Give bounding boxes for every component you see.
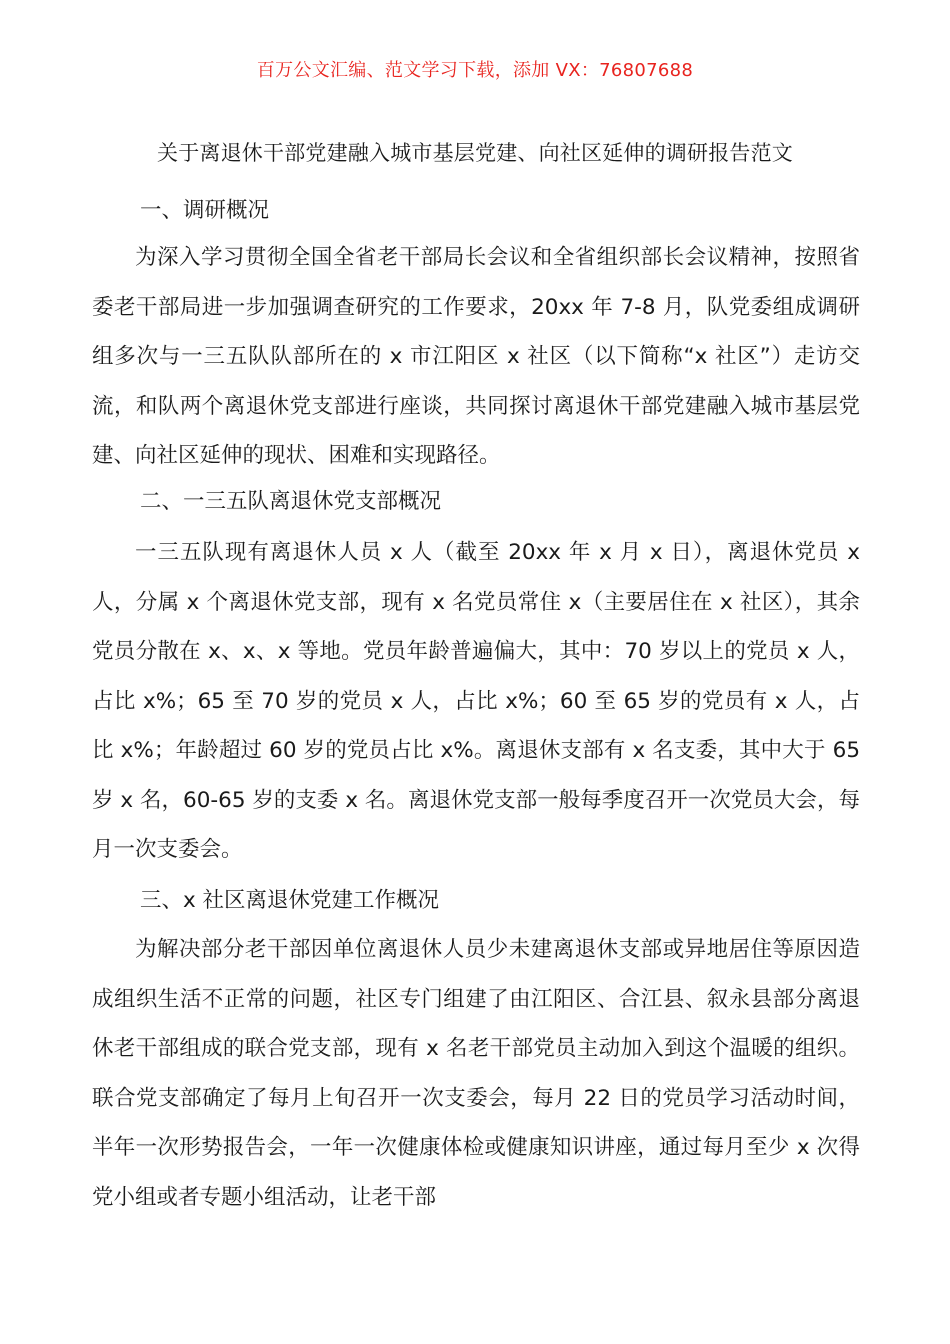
section-3-paragraph: 为解决部分老干部因单位离退休人员少未建离退休支部或异地居住等原因造成组织生活不正常的问题，社区专门组建了由江阳区、合江县、叙永县部分离退休老干部组成的联合党支部，现有 x 名老干部党员主动加入到这个温暖的组织。联合党支部确定了每月上旬召开一次支委会，每月 22 日的党员学习活动时间，半年一次形势报告会，一年一次健康体检或健康知识讲座，通过每月至少 x 次得党小组或者专题小组活动，让老干部 xyxy=(92,937,860,1210)
section-3-heading: 三、x 社区离退休党建工作概况 xyxy=(140,888,440,913)
document-title: 关于离退休干部党建融入城市基层党建、向社区延伸的调研报告范文 xyxy=(157,141,793,165)
section-3-body xyxy=(92,925,860,1222)
section-1-paragraph: 为深入学习贯彻全国全省老干部局长会议和全省组织部长会议精神，按照省委老干部局进一步加强调查研究的工作要求，20xx 年 7-8 月，队党委组成调研组多次与一三五队队部所在的 x 市江阳区 x 社区（以下简称“x 社区”）走访交流，和队两个离退休党支部进行座谈，共同探讨离退休干部党建融入城市基层党建、向社区延伸的现状、困难和实现路径。 xyxy=(92,245,860,468)
section-1-heading: 一、调研概况 xyxy=(140,198,270,223)
section-2-paragraph: 一三五队现有离退休人员 x 人（截至 20xx 年 x 月 x 日），离退休党员 x 人，分属 x 个离退休党支部，现有 x 名党员常住 x（主要居住在 x 社区），其余党员分散在 x、x、x 等地。党员年龄普遍偏大，其中：70 岁以上的党员 x 人，占比 x%；65 至 70 岁的党员 x 人，占比 x%；60 至 65 岁的党员有 x 人，占比 x%；年龄超过 60 岁的党员占比 x%。离退休支部有 x 名支委，其中大于 65 岁 x 名，60-65 岁的支委 x 名。离退休党支部一般每季度召开一次党员大会，每月一次支委会。 xyxy=(92,540,860,862)
header-banner: 百万公文汇编、范文学习下载，添加 VX：76807688 xyxy=(256,60,694,81)
section-1-body xyxy=(92,233,860,481)
section-2-body xyxy=(92,528,860,875)
section-2-heading: 二、一三五队离退休党支部概况 xyxy=(140,489,442,514)
